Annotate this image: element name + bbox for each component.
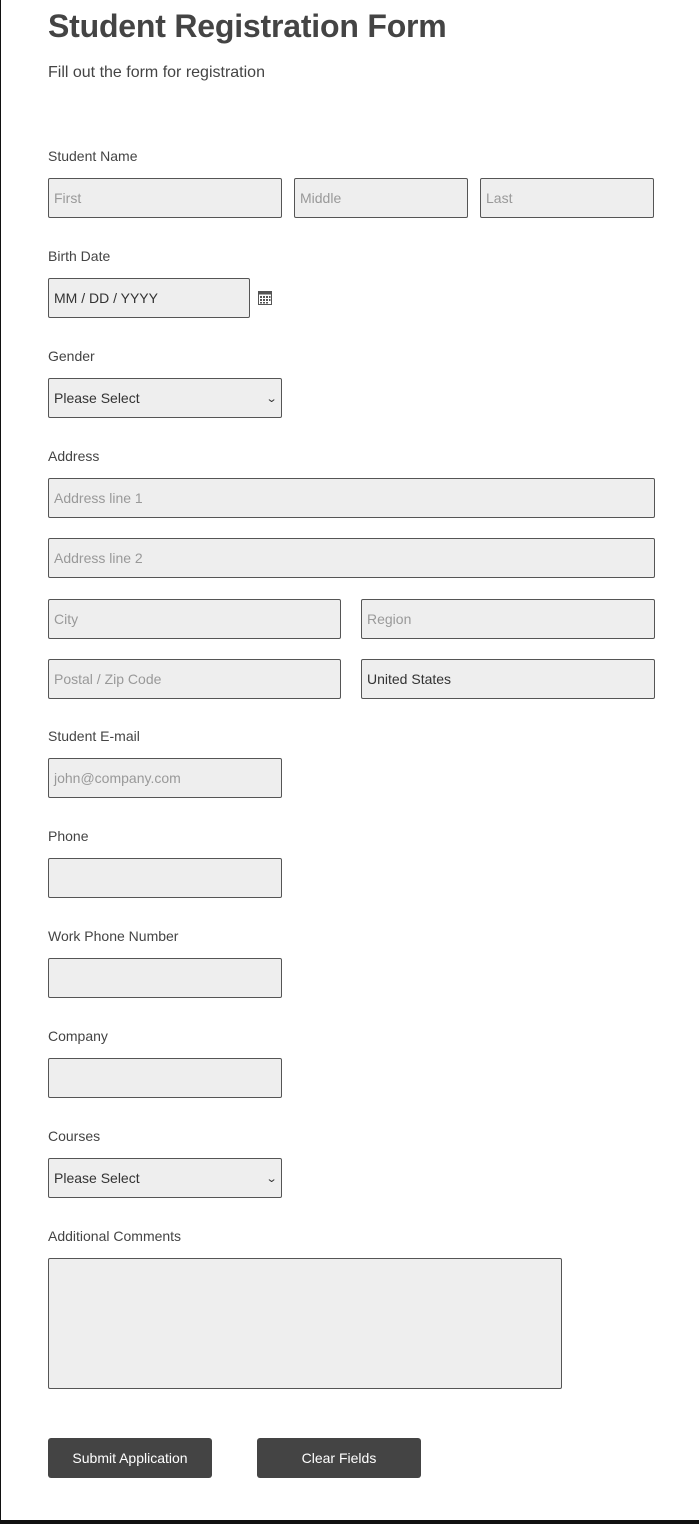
chevron-down-icon: ⌄ bbox=[265, 1172, 278, 1185]
city-input[interactable]: City bbox=[48, 599, 341, 639]
courses-select[interactable] bbox=[48, 1158, 282, 1198]
first-name-input[interactable]: First bbox=[48, 178, 282, 218]
gender-select-value: Please Select bbox=[54, 390, 140, 406]
company-label: Company bbox=[48, 1028, 108, 1044]
courses-label: Courses bbox=[48, 1128, 101, 1144]
phone-label: Phone bbox=[48, 828, 89, 844]
submit-button[interactable]: Submit Application bbox=[48, 1438, 212, 1478]
comments-label: Additional Comments bbox=[48, 1228, 182, 1244]
work-phone-input[interactable] bbox=[48, 958, 282, 998]
courses-select-value: Please Select bbox=[54, 1170, 140, 1186]
chevron-down-icon: ⌄ bbox=[265, 392, 278, 405]
work-phone-label: Work Phone Number bbox=[48, 928, 179, 944]
page-title: Student Registration Form bbox=[48, 8, 447, 44]
region-input[interactable]: Region bbox=[361, 599, 655, 639]
page-subtitle: Fill out the form for registration bbox=[48, 64, 265, 81]
gender-label: Gender bbox=[48, 348, 95, 364]
country-input[interactable]: United States bbox=[361, 659, 655, 699]
birth-date-label: Birth Date bbox=[48, 248, 111, 264]
gender-select[interactable] bbox=[48, 378, 282, 418]
comments-textarea[interactable] bbox=[48, 1258, 562, 1389]
clear-fields-button[interactable]: Clear Fields bbox=[257, 1438, 421, 1478]
phone-input[interactable] bbox=[48, 858, 282, 898]
address-line2-input[interactable]: Address line 2 bbox=[48, 538, 655, 578]
address-line1-input[interactable]: Address line 1 bbox=[48, 478, 655, 518]
postal-code-input[interactable]: Postal / Zip Code bbox=[48, 659, 341, 699]
company-input[interactable] bbox=[48, 1058, 282, 1098]
address-label: Address bbox=[48, 448, 100, 464]
last-name-input[interactable]: Last bbox=[480, 178, 654, 218]
middle-name-input[interactable]: Middle bbox=[294, 178, 468, 218]
calendar-icon[interactable] bbox=[258, 290, 272, 305]
birth-date-input[interactable]: MM / DD / YYYY bbox=[48, 278, 250, 318]
student-name-label: Student Name bbox=[48, 148, 138, 164]
email-input[interactable]: john@company.com bbox=[48, 758, 282, 798]
email-label: Student E-mail bbox=[48, 728, 140, 744]
